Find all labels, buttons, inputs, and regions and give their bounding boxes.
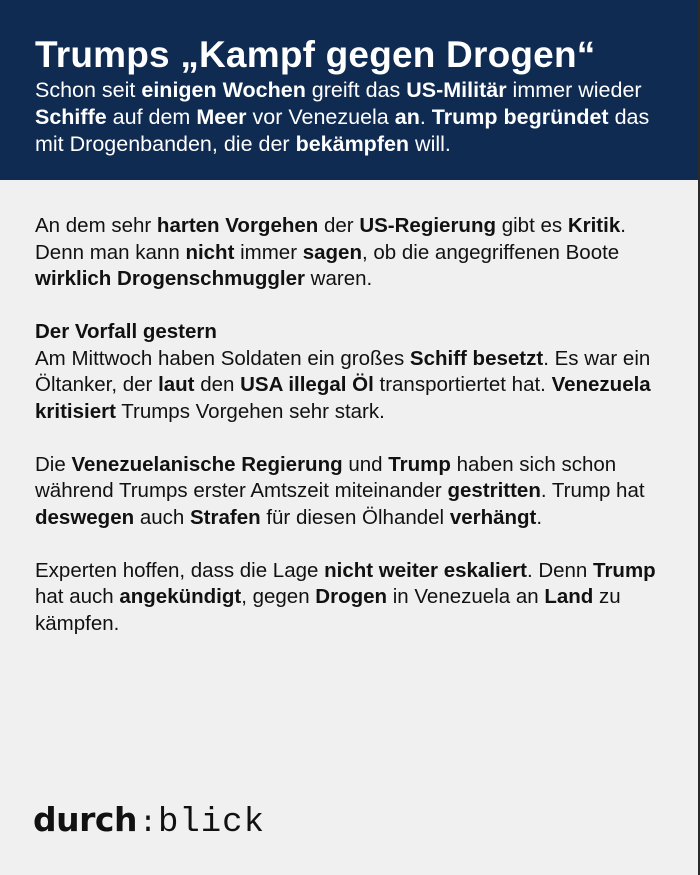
emphasis-text: laut bbox=[158, 373, 195, 396]
brand-logo bbox=[33, 800, 265, 840]
header-banner bbox=[0, 0, 698, 180]
emphasis-text: Venezuela kritisiert bbox=[35, 373, 651, 423]
logo-separator: : bbox=[138, 807, 157, 841]
emphasis-text: nicht bbox=[185, 240, 235, 264]
paragraph-history bbox=[35, 452, 665, 532]
emphasis-text: deswegen bbox=[35, 505, 135, 529]
text-run: transportiertet hat. bbox=[373, 373, 552, 396]
emphasis-text: US-Militär bbox=[406, 78, 507, 102]
text-run: auch bbox=[134, 505, 190, 529]
emphasis-text: Trump bbox=[431, 105, 498, 129]
text-run: der bbox=[318, 214, 360, 237]
text-run: für diesen Ölhandel bbox=[260, 505, 450, 529]
paragraph-outlook bbox=[35, 558, 665, 638]
logo-part-blick: blick bbox=[157, 804, 265, 842]
emphasis-text: Kritik bbox=[567, 214, 621, 237]
article-body bbox=[35, 213, 665, 664]
text-run: . Trump hat bbox=[540, 479, 645, 502]
text-run: , ob die angegriffenen Boote bbox=[361, 240, 620, 264]
emphasis-text: gestritten bbox=[447, 479, 541, 502]
text-run: auf dem bbox=[106, 105, 197, 129]
emphasis-text: bekämpfen bbox=[295, 132, 410, 156]
text-run: vor Venezuela bbox=[246, 105, 395, 129]
text-run: . bbox=[419, 105, 432, 129]
emphasis-text: harten Vorgehen bbox=[156, 214, 319, 237]
paragraph-text bbox=[35, 347, 651, 423]
text-run: . Denn man kann bbox=[35, 214, 626, 264]
text-run: den bbox=[194, 373, 241, 396]
emphasis-text: sagen bbox=[302, 240, 362, 264]
page-title: Trumps „Kampf gegen Drogen“ bbox=[35, 34, 596, 75]
text-run: immer wieder bbox=[506, 78, 642, 102]
emphasis-text: einigen Wochen bbox=[141, 78, 306, 102]
text-run: immer bbox=[234, 240, 303, 264]
emphasis-text: Land bbox=[544, 585, 594, 608]
emphasis-text: nicht weiter eskaliert bbox=[324, 558, 527, 582]
text-run: gibt es bbox=[496, 214, 568, 237]
text-run: in Venezuela an bbox=[387, 585, 545, 608]
emphasis-text: Trump bbox=[593, 558, 656, 582]
logo-part-durch: durch bbox=[33, 800, 137, 839]
text-run: Trumps Vorgehen sehr stark. bbox=[115, 399, 385, 423]
text-run: . Es war ein Öltanker, der bbox=[35, 346, 651, 396]
text-run: An dem sehr bbox=[35, 214, 157, 237]
text-run: . bbox=[536, 505, 543, 529]
emphasis-text: begründet bbox=[503, 105, 609, 129]
paragraph-incident bbox=[35, 319, 665, 425]
emphasis-text: Schiff besetzt bbox=[409, 346, 544, 370]
emphasis-text: US-Regierung bbox=[359, 214, 497, 237]
emphasis-text: Schiffe bbox=[35, 105, 107, 129]
paragraph-text bbox=[35, 559, 656, 635]
emphasis-text: Trump bbox=[388, 452, 451, 476]
emphasis-text: Strafen bbox=[189, 505, 261, 529]
text-run: Schon seit bbox=[35, 78, 142, 102]
emphasis-text: Meer bbox=[196, 105, 247, 129]
text-run: haben sich schon während Trumps erster Amtszeit miteinander bbox=[35, 452, 617, 502]
emphasis-text: verhängt bbox=[449, 505, 537, 529]
paragraph-criticism bbox=[35, 213, 665, 293]
text-run: . Denn bbox=[526, 558, 594, 582]
text-run: Die bbox=[35, 452, 72, 476]
emphasis-text: USA illegal Öl bbox=[240, 373, 374, 396]
paragraph-text bbox=[35, 214, 626, 290]
text-run: zu kämpfen. bbox=[35, 585, 621, 635]
header-subtitle bbox=[35, 77, 675, 158]
paragraph-text bbox=[35, 453, 645, 529]
emphasis-text: an bbox=[394, 105, 420, 129]
text-run: will. bbox=[409, 132, 451, 156]
text-run: , gegen bbox=[241, 585, 316, 608]
text-run: greift das bbox=[305, 78, 407, 102]
emphasis-text: Drogen bbox=[315, 585, 388, 608]
text-run: waren. bbox=[304, 267, 373, 290]
text-run: das mit Drogenbanden, die der bbox=[35, 105, 650, 156]
text-run: Am Mittwoch haben Soldaten ein großes bbox=[35, 346, 410, 370]
emphasis-text: Venezuelanische Regierung bbox=[71, 452, 343, 476]
section-heading: Der Vorfall gestern bbox=[35, 320, 217, 343]
emphasis-text: wirklich Drogenschmuggler bbox=[35, 267, 305, 290]
text-run: hat auch bbox=[35, 585, 120, 608]
emphasis-text: angekündigt bbox=[119, 585, 242, 608]
text-run: und bbox=[342, 452, 389, 476]
text-run: Experten hoffen, dass die Lage bbox=[35, 558, 325, 582]
